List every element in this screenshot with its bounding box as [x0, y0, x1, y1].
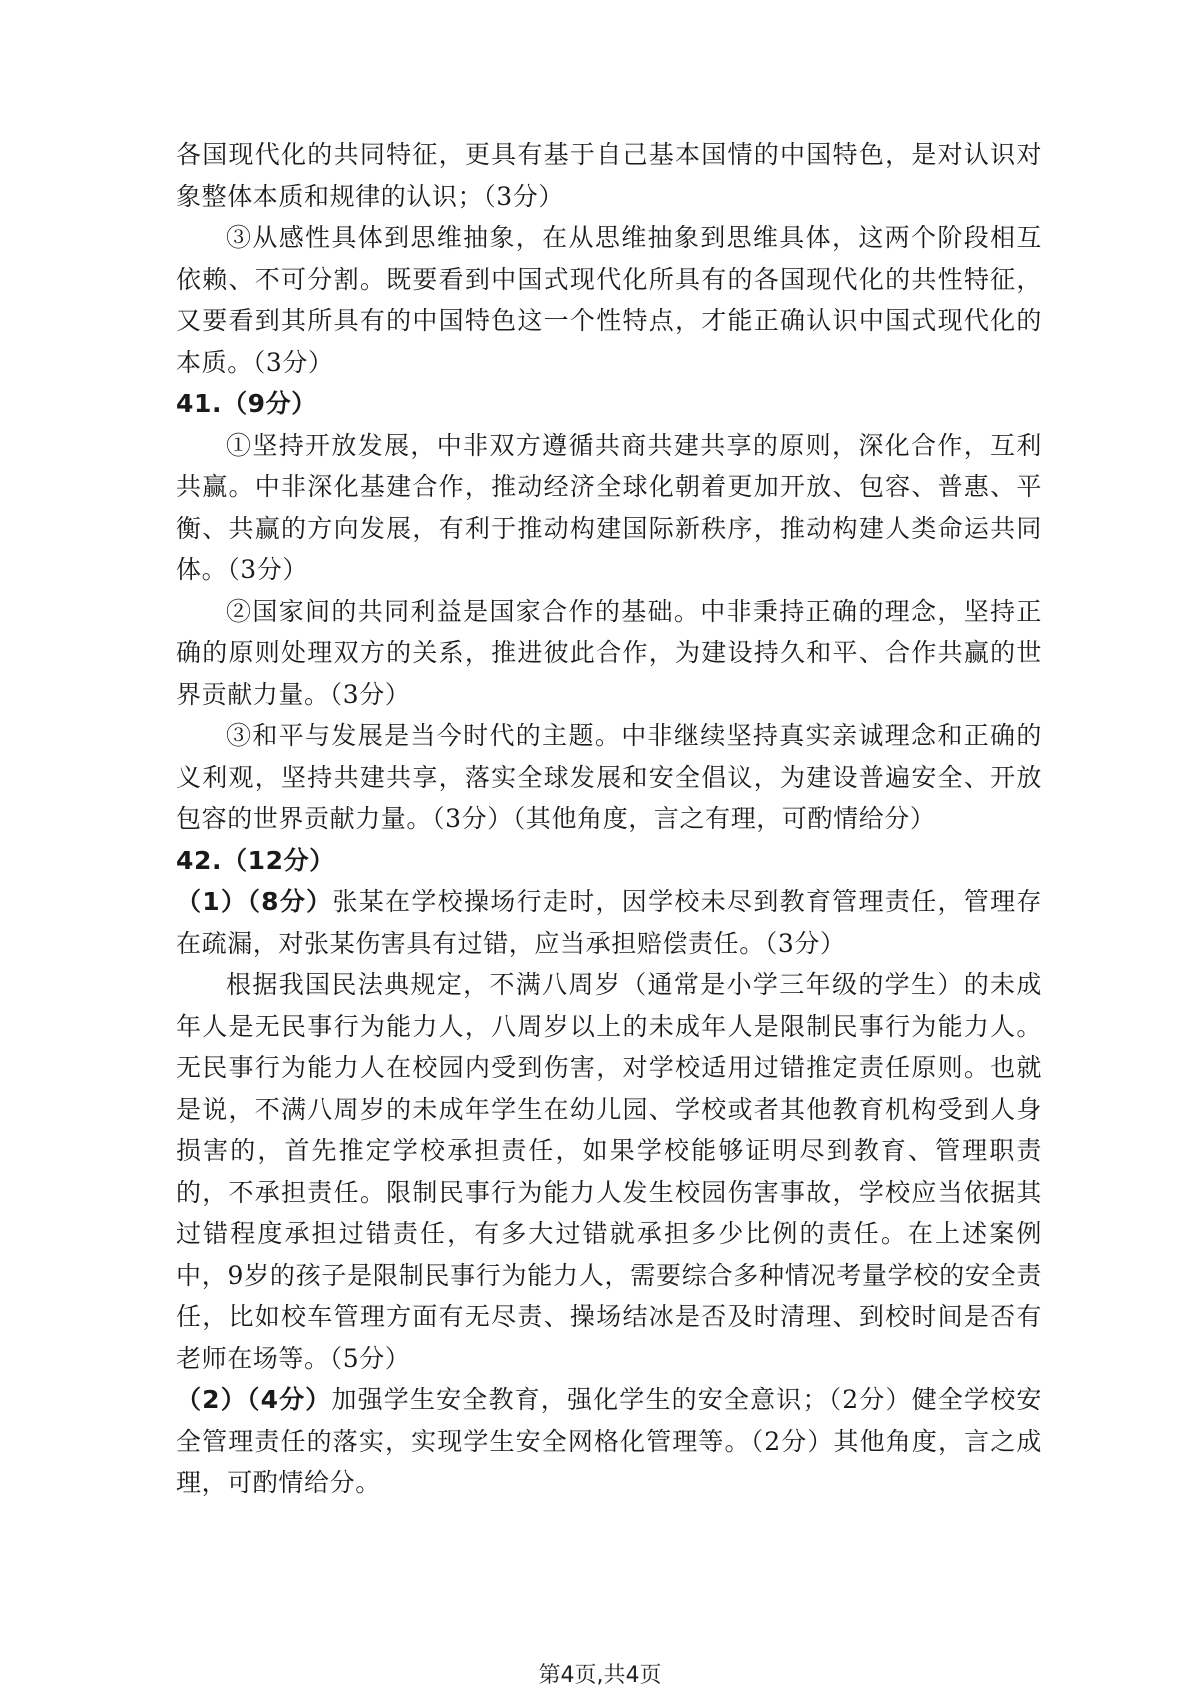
paragraph-41-1: ①坚持开放发展，中非双方遵循共商共建共享的原则，深化合作，互利共赢。中非深化基建合作，推动经济全球化朝着更加开放、包容、普惠、平衡、共赢的方向发展，有利于推动构建国际新秩序，推动构建人类命运共同体。（3分）: [176, 430, 1042, 584]
paragraph-40-3: ③从感性具体到思维抽象，在从思维抽象到思维具体，这两个阶段相互依赖、不可分割。既要看到中国式现代化所具有的各国现代化的共性特征，又要看到其所具有的中国特色这一个性特点，才能正确认识中国式现代化的本质。（3分）: [176, 223, 1042, 377]
answer-content: [176, 134, 1042, 1504]
paragraph-41-3: ③和平与发展是当今时代的主题。中非继续坚持真实亲诚理念和正确的义利观，坚持共建共享，落实全球发展和安全倡议，为建设普遍安全、开放包容的世界贡献力量。（3分）（其他角度，言之有理，可酌情给分）: [176, 721, 1042, 833]
paragraph-42-1-explanation: 根据我国民法典规定，不满八周岁（通常是小学三年级的学生）的未成年人是无民事行为能力人，八周岁以上的未成年人是限制民事行为能力人。无民事行为能力人在校园内受到伤害，对学校适用过错推定责任原则。也就是说，不满八周岁的未成年学生在幼儿园、学校或者其他教育机构受到人身损害的，首先推定学校承担责任，如果学校能够证明尽到教育、管理职责的，不承担责任。限制民事行为能力人发生校园伤害事故，学校应当依据其过错程度承担过错责任，有多大过错就承担多少比例的责任。在上述案例中，9岁的孩子是限制民事行为能力人，需要综合多种情况考量学校的安全责任，比如校车管理方面有无尽责、操场结冰是否及时清理、到校时间是否有老师在场等。（5分）: [176, 970, 1042, 1373]
question-42-heading: 42.（12分）: [176, 845, 335, 875]
paragraph-41-2: ②国家间的共同利益是国家合作的基础。中非秉持正确的理念，坚持正确的原则处理双方的关系，推进彼此合作，为建设持久和平、合作共赢的世界贡献力量。（3分）: [176, 596, 1042, 709]
question-41-heading: 41.（9分）: [176, 389, 317, 418]
page-footer: 第4页,共4页: [538, 1663, 662, 1688]
paragraph-42-2: [176, 1379, 1042, 1504]
sub-question-42-1-label: （1）（8分）: [176, 887, 333, 916]
sub-question-42-2-label: （2）（4分）: [176, 1385, 332, 1414]
sub-question-42-2-text: 加强学生安全教育，强化学生的安全意识；（2分）健全学校安全管理责任的落实，实现学生安全网格化管理等。（2分）其他角度，言之成理，可酌情给分。: [176, 1385, 1042, 1497]
sub-question-42-1-text: 张某在学校操场行走时，因学校未尽到教育管理责任，管理存在疏漏，对张某伤害具有过错，应当承担赔偿责任。（3分）: [176, 887, 1042, 958]
paragraph-42-1: [176, 881, 1042, 964]
paragraph-40-2-continued: 各国现代化的共同特征，更具有基于自己基本国情的中国特色，是对认识对象整体本质和规律的认识；（3分）: [176, 140, 1042, 211]
